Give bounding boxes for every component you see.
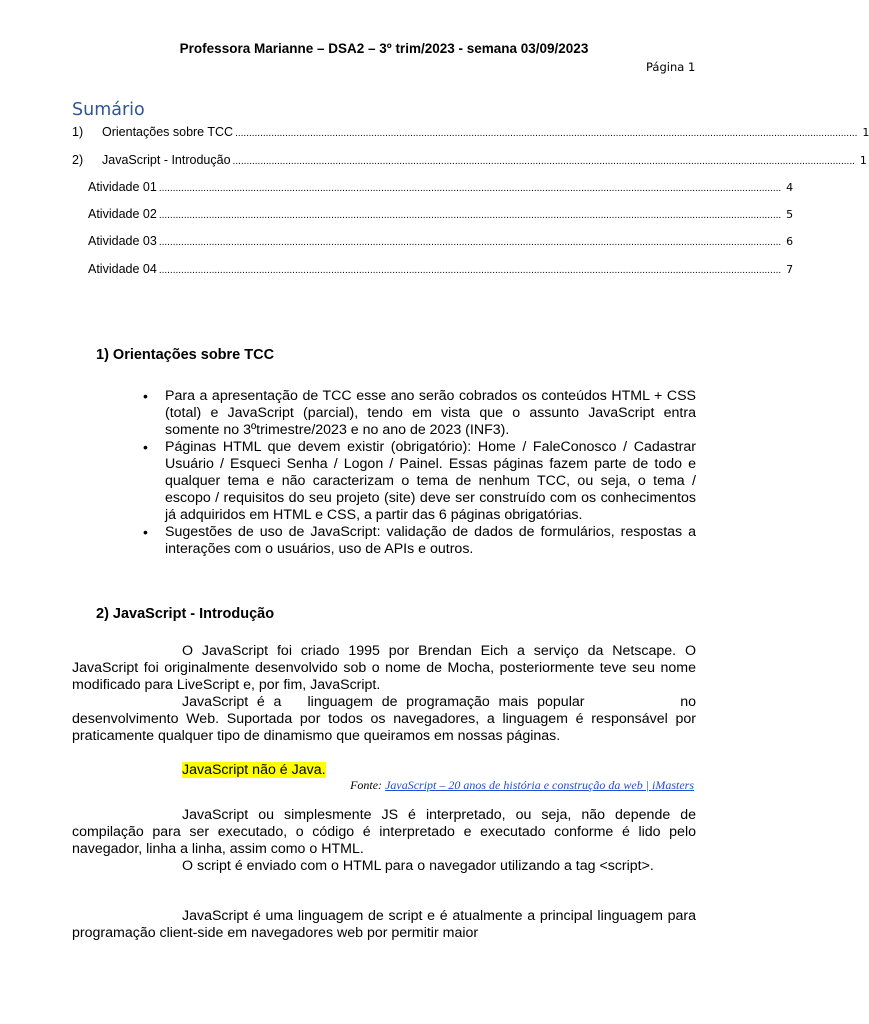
toc-entry-label: Atividade 01	[88, 180, 157, 194]
paragraph: JavaScript é uma linguagem de script e é atualmente a principal linguagem para programação client-side em navegadores web por permitir maior	[72, 908, 696, 941]
bullet-item: • Páginas HTML que devem existir (obrigatório): Home / FaleConosco / Cadastrar Usuário / Esqueci Senha / Logon / Painel. Essas páginas fazem parte de todo e qualquer tema e não caracterizam o tema de nenhum TCC, ou seja, o tema / escopo / requisitos do seu projeto (site) deve ser construído com os conhecimentos já adquiridos em HTML e CSS, a partir das 6 páginas obrigatórias.	[143, 439, 696, 524]
toc-entry[interactable]	[72, 153, 867, 169]
bullet-item: • Sugestões de uso de JavaScript: validação de dados de formulários, respostas a interações com o usuários, uso de APIs e outros.	[143, 524, 696, 558]
toc-entry-page: 1	[862, 126, 869, 139]
toc-entry[interactable]	[88, 262, 794, 278]
toc-leader-dots: ................................................................................................................................................................................................................................	[235, 128, 858, 139]
toc-leader-dots: ................................................................................................................................................................................................................................	[158, 183, 782, 194]
toc-leader-dots: ................................................................................................................................................................................................................................	[232, 156, 855, 167]
toc-entry[interactable]	[88, 207, 794, 223]
toc-entry-page: 5	[786, 208, 794, 221]
highlighted-statement	[182, 762, 326, 778]
toc-entry-page: 7	[786, 263, 794, 276]
bullet-item: • Para a apresentação de TCC esse ano serão cobrados os conteúdos HTML + CSS (total) e JavaScript (parcial), tendo em vista que o assunto JavaScript entra somente no 3ºtrimestre/2023 e no ano de 2023 (INF3).	[143, 388, 696, 439]
paragraph: O script é enviado com o HTML para o navegador utilizando a tag <script>.	[182, 858, 654, 874]
toc-entry-number: 1)	[72, 125, 84, 139]
section-1-heading: 1) Orientações sobre TCC	[96, 347, 275, 363]
source-citation	[72, 778, 694, 793]
toc-entry-label: JavaScript - Introdução	[102, 153, 231, 167]
section-2-heading: 2) JavaScript - Introdução	[96, 606, 275, 622]
source-prefix: Fonte:	[350, 778, 386, 792]
toc-heading: Sumário	[72, 100, 145, 120]
toc-entry-label: Atividade 02	[88, 207, 157, 221]
toc-entry-page: 4	[786, 181, 794, 194]
page-number: Página 1	[646, 60, 696, 74]
toc-entry-number: 2)	[72, 153, 84, 167]
toc-entry-label: Atividade 04	[88, 262, 157, 276]
toc-leader-dots: ................................................................................................................................................................................................................................	[158, 265, 782, 276]
toc-entry-page: 6	[786, 235, 794, 248]
toc-leader-dots: ................................................................................................................................................................................................................................	[158, 237, 782, 248]
page-header-title: Professora Marianne – DSA2 – 3º trim/2023 - semana 03/09/2023	[179, 41, 589, 56]
highlight-text: JavaScript não é Java.	[182, 762, 326, 778]
toc-entry[interactable]	[72, 125, 869, 141]
toc-entry[interactable]	[88, 234, 794, 250]
toc-entry-label: Atividade 03	[88, 234, 157, 248]
source-link[interactable]: JavaScript – 20 anos de história e construção da web | iMasters	[385, 778, 694, 792]
tcc-bullet-list	[143, 388, 696, 558]
toc-entry[interactable]	[88, 180, 794, 196]
toc-entry-page: 1	[859, 154, 867, 167]
paragraph: JavaScript ou simplesmente JS é interpretado, ou seja, não depende de compilação para ser executado, o código é interpretado e executado conforme é lido pelo navegador, linha a linha, assim como o HTML.	[72, 807, 696, 857]
toc-entry-label: Orientações sobre TCC	[102, 125, 234, 139]
paragraph: JavaScript é a linguagem de programação mais popular no desenvolvimento Web. Suportada por todos os navegadores, a linguagem é responsável por praticamente qualquer tipo de dinamismo que queiramos em nossas páginas.	[72, 694, 700, 744]
toc-leader-dots: ................................................................................................................................................................................................................................	[158, 210, 782, 221]
paragraph: O JavaScript foi criado 1995 por Brendan Eich a serviço da Netscape. O JavaScript foi originalmente desenvolvido sob o nome de Mocha, posteriormente teve seu nome modificado para LiveScript e, por fim, JavaScript.	[72, 643, 696, 693]
